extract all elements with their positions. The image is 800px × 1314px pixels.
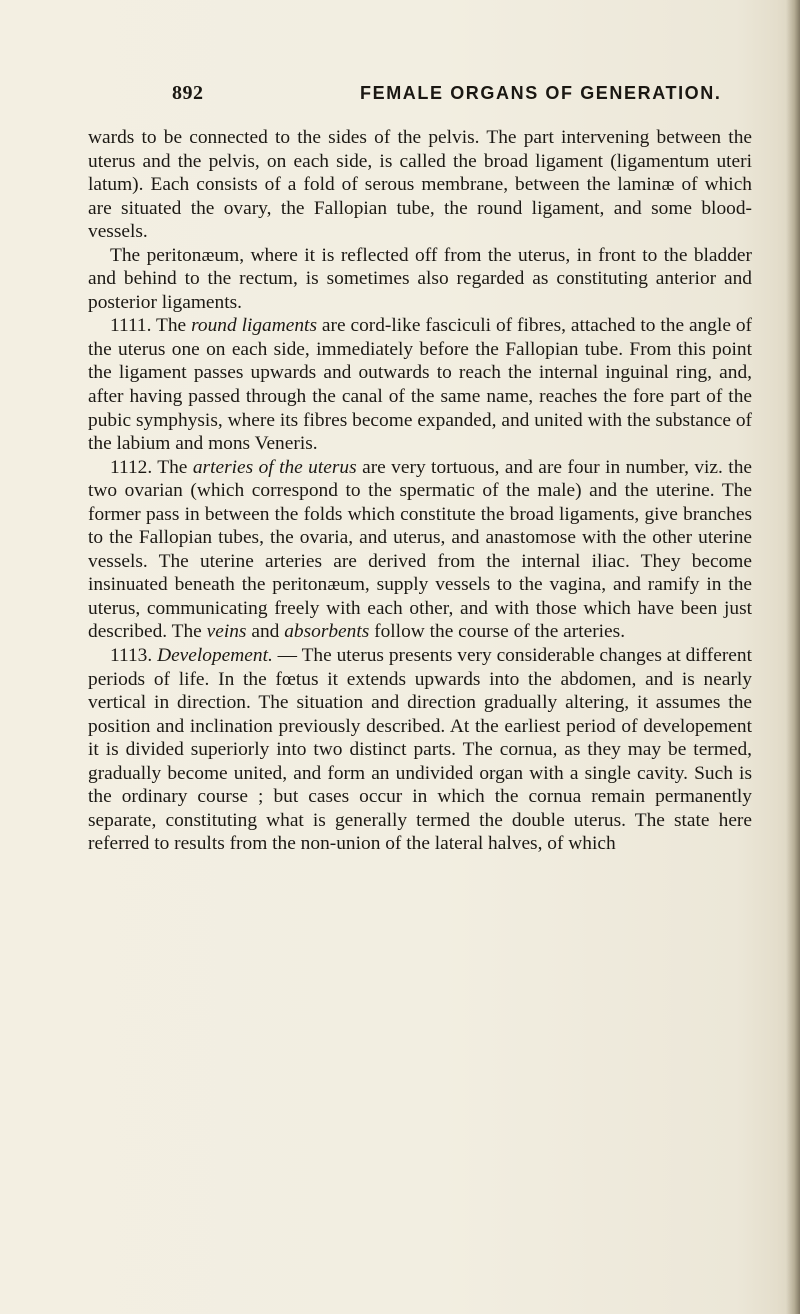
text-run: — The uterus presents very considerable changes at different periods of life. In the fœtus it extends upwards into the abdomen, and is nearly vertical in direction. The situation and direction gradually altering, it assumes the position and inclination previously described. At the earliest period of developement it is divided superiorly into two distinct parts. The cornua, as they may be termed, gradually become united, and form an undivided organ with a single cavity. Such is the ordinary course ; but cases occur in which the cornua remain permanently separate, constituting what is generally termed the double uterus. The state here referred to results from the non-union of the lateral halves, of which xyxy=(88,645,752,855)
paragraph-peritonaeum xyxy=(88,244,752,315)
italic-term: Developement. xyxy=(157,645,273,667)
text-run: 1112. The xyxy=(110,456,193,478)
text-run: and xyxy=(246,621,285,643)
paragraph-continued xyxy=(88,126,752,244)
paragraph-1111-round-ligaments xyxy=(88,314,752,455)
text-run: are very tortuous, and are four in number, viz. the two ovarian (which correspond to the spermatic of the male) and the uterine. The former pass in between the folds which constitute the broad ligaments, give branches to the Fallopian tubes, the ovaria, and uterus, and anastomose with the other uterine vessels. The uterine arteries are derived from the internal iliac. They become insinuated beneath the peritonæum, supply vessels to the vagina, and ramify in the uterus, communicating freely with each other, and with those which have been just described. The xyxy=(88,456,752,643)
page-edge-shadow xyxy=(786,0,800,1314)
paragraph-1112-arteries xyxy=(88,456,752,644)
text-run: wards to be connected to the sides of the pelvis. The part intervening between the uterus and the pelvis, on each side, is called the broad ligament (ligamentum uteri latum). Each consists of a fold of serous membrane, between the laminæ of which are situated the ovary, the Fallopian tube, the round ligament, and some blood-vessels. xyxy=(88,127,752,243)
italic-term: absorbents xyxy=(284,621,370,643)
body-text xyxy=(88,126,752,856)
italic-term: veins xyxy=(206,621,247,643)
paragraph-1113-developement xyxy=(88,644,752,856)
text-run: The peritonæum, where it is reflected off from the uterus, in front to the bladder and behind to the rectum, is sometimes also regarded as constituting anterior and posterior ligaments. xyxy=(88,244,752,313)
running-title: FEMALE ORGANS OF GENERATION. xyxy=(360,83,722,103)
italic-term: arteries of the uterus xyxy=(192,456,357,478)
page-header xyxy=(80,82,730,110)
italic-term: round ligaments xyxy=(191,315,317,337)
text-run: are cord-like fasciculi of fibres, attached to the angle of the uterus one on each side, immediately before the Fallopian tube. From this point the ligament passes upwards and outwards to reach the internal inguinal ring, and, after having passed through the canal of the same name, reaches the fore part of the pubic symphysis, where its fibres become expanded, and united with the substance of the labium and mons Veneris. xyxy=(88,315,753,455)
text-run: 1111. The xyxy=(110,315,192,337)
text-run: 1113. xyxy=(110,645,158,667)
text-run: follow the course of the arteries. xyxy=(369,621,626,643)
page-number: 892 xyxy=(172,82,204,104)
